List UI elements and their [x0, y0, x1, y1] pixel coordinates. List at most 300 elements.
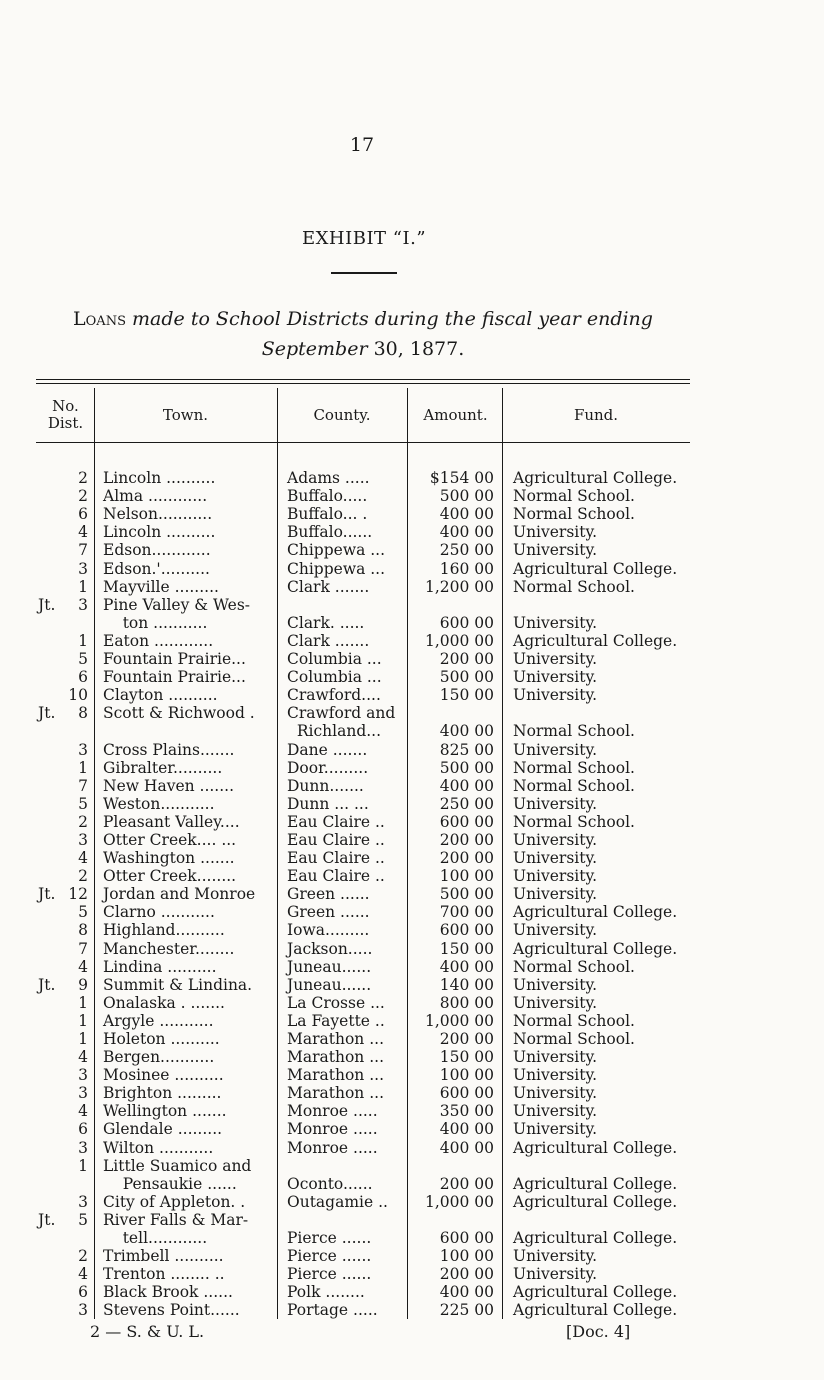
- table-row: [36, 1301, 690, 1319]
- cell-amount: [408, 596, 503, 614]
- cell-town: Alma ............: [95, 487, 278, 505]
- district-number: 3: [78, 830, 88, 849]
- cell-fund: [503, 1157, 691, 1175]
- cell-fund: University.: [513, 613, 598, 632]
- district-number: 12: [68, 885, 88, 904]
- cell-county: Jackson.....: [278, 939, 408, 957]
- cell-no-dist: [36, 632, 95, 650]
- cell-no-dist: [36, 596, 95, 614]
- cell-fund: University.: [513, 867, 598, 886]
- cell-county: Dunn ... ...: [278, 795, 408, 813]
- cell-county: Clark .......: [278, 632, 408, 650]
- cell-town: River Falls & Mar-: [95, 1211, 278, 1229]
- table-row: [36, 1229, 690, 1247]
- cell-fund: University.: [513, 541, 598, 560]
- table-row: [36, 976, 690, 994]
- cell-amount: 350 00: [408, 1102, 503, 1120]
- footer-doc-ref: [Doc. 4]: [566, 1322, 631, 1341]
- joint-marker: Jt.: [38, 975, 56, 994]
- caption-italic-1: made to School Districts during the fiscal year ending: [132, 308, 653, 330]
- district-number: 3: [78, 1084, 88, 1103]
- cell-fund: University.: [513, 849, 598, 868]
- cell-county: Door.........: [278, 759, 408, 777]
- header-amount: Amount.: [408, 388, 503, 443]
- cell-county: Outagamie ..: [278, 1193, 408, 1211]
- cell-no-dist: [36, 777, 95, 795]
- cell-amount: 600 00: [408, 921, 503, 939]
- cell-county: Pierce ......: [278, 1229, 408, 1247]
- cell-no-dist: [36, 885, 95, 903]
- district-number: 1: [78, 1156, 88, 1175]
- district-number: 4: [78, 1102, 88, 1121]
- table-row: [36, 523, 690, 541]
- top-double-rule-1: [36, 379, 690, 380]
- cell-town: Lindina ..........: [95, 958, 278, 976]
- cell-amount: 600 00: [408, 813, 503, 831]
- cell-fund: Agricultural College.: [513, 1229, 678, 1248]
- district-number: 10: [68, 686, 88, 705]
- cell-amount: 200 00: [408, 831, 503, 849]
- cell-amount: 500 00: [408, 487, 503, 505]
- table-row: [36, 1138, 690, 1156]
- cell-town: Clayton ..........: [95, 686, 278, 704]
- cell-amount: 200 00: [408, 1265, 503, 1283]
- cell-no-dist: [36, 523, 95, 541]
- cell-fund: University.: [513, 1247, 598, 1266]
- cell-no-dist: [36, 1265, 95, 1283]
- table-row: [36, 759, 690, 777]
- cell-town: Little Suamico and: [95, 1157, 278, 1175]
- table-row: [36, 958, 690, 976]
- cell-fund: Normal School.: [513, 722, 635, 741]
- cell-fund: University.: [513, 740, 598, 759]
- table-row: [36, 903, 690, 921]
- district-number: 4: [78, 849, 88, 868]
- cell-amount: 150 00: [408, 1048, 503, 1066]
- cell-town: Washington .......: [95, 849, 278, 867]
- cell-fund: Normal School.: [513, 577, 635, 596]
- table-row: [36, 939, 690, 957]
- cell-town: Fountain Prairie...: [95, 650, 278, 668]
- table-row: [36, 885, 690, 903]
- cell-county: Crawford and: [278, 704, 408, 722]
- cell-county: Iowa.........: [278, 921, 408, 939]
- table-row: [36, 1193, 690, 1211]
- cell-county: Juneau......: [278, 976, 408, 994]
- cell-fund: [503, 704, 691, 722]
- cell-town: Argyle ...........: [95, 1012, 278, 1030]
- district-number: 7: [78, 776, 88, 795]
- cell-fund: Agricultural College.: [513, 903, 678, 922]
- cell-county: Marathon ...: [278, 1048, 408, 1066]
- cell-county: Monroe .....: [278, 1138, 408, 1156]
- cell-county: Columbia ...: [278, 650, 408, 668]
- cell-town: Pensaukie ......: [95, 1175, 278, 1193]
- cell-amount: 1,000 00: [408, 1012, 503, 1030]
- table-row: [36, 1102, 690, 1120]
- cell-no-dist: [36, 903, 95, 921]
- table-row: [36, 650, 690, 668]
- cell-fund: Agricultural College.: [513, 1192, 678, 1211]
- header-county: County.: [278, 388, 408, 443]
- cell-town: Mayville .........: [95, 578, 278, 596]
- cell-no-dist: [36, 994, 95, 1012]
- cell-no-dist: [36, 958, 95, 976]
- table-row: [36, 487, 690, 505]
- cell-amount: 1,000 00: [408, 1193, 503, 1211]
- table-row: [36, 541, 690, 559]
- cell-amount: 600 00: [408, 1084, 503, 1102]
- cell-town: Brighton .........: [95, 1084, 278, 1102]
- district-number: 7: [78, 939, 88, 958]
- cell-no-dist: [36, 1030, 95, 1048]
- cell-amount: 100 00: [408, 1066, 503, 1084]
- cell-amount: 600 00: [408, 1229, 503, 1247]
- table-row: [36, 1030, 690, 1048]
- caption-italic-2: September: [261, 338, 368, 360]
- cell-no-dist: [36, 1193, 95, 1211]
- cell-fund: University.: [513, 1066, 598, 1085]
- cell-no-dist: [36, 813, 95, 831]
- cell-county: Clark .......: [278, 578, 408, 596]
- cell-fund: Normal School.: [513, 812, 635, 831]
- cell-fund: Normal School.: [513, 505, 635, 524]
- cell-fund: University.: [513, 794, 598, 813]
- cell-amount: 200 00: [408, 1030, 503, 1048]
- district-number: 2: [78, 1247, 88, 1266]
- cell-town: tell............: [95, 1229, 278, 1247]
- cell-town: Nelson...........: [95, 505, 278, 523]
- joint-marker: Jt.: [38, 595, 56, 614]
- cell-town: Wellington .......: [95, 1102, 278, 1120]
- cell-amount: 600 00: [408, 614, 503, 632]
- table-row: [36, 813, 690, 831]
- cell-fund: University.: [513, 830, 598, 849]
- header-town: Town.: [95, 388, 278, 443]
- cell-fund: Normal School.: [513, 487, 635, 506]
- cell-fund: Normal School.: [513, 957, 635, 976]
- district-number: 6: [78, 668, 88, 687]
- table-row: [36, 777, 690, 795]
- cell-amount: 825 00: [408, 740, 503, 758]
- district-number: 2: [78, 867, 88, 886]
- cell-county: Chippewa ...: [278, 541, 408, 559]
- table-row: [36, 1157, 690, 1175]
- district-number: 8: [78, 704, 88, 723]
- cell-no-dist: [36, 1048, 95, 1066]
- district-number: 1: [78, 758, 88, 777]
- cell-town: Otter Creek........: [95, 867, 278, 885]
- cell-town: Wilton ...........: [95, 1138, 278, 1156]
- cell-amount: [408, 1211, 503, 1229]
- cell-no-dist: [36, 1084, 95, 1102]
- cell-county: Buffalo.....: [278, 487, 408, 505]
- cell-fund: Agricultural College.: [513, 939, 678, 958]
- cell-amount: 500 00: [408, 759, 503, 777]
- district-number: 1: [78, 631, 88, 650]
- cell-fund: [503, 596, 691, 614]
- cell-no-dist: [36, 650, 95, 668]
- table-row: [36, 921, 690, 939]
- joint-marker: Jt.: [38, 704, 56, 723]
- table-row: [36, 867, 690, 885]
- district-number: 1: [78, 1030, 88, 1048]
- district-number: 1: [78, 1011, 88, 1030]
- cell-amount: 400 00: [408, 1283, 503, 1301]
- table-row: [36, 704, 690, 722]
- cell-county: [278, 596, 408, 614]
- district-number: 1: [78, 577, 88, 596]
- cell-amount: 400 00: [408, 523, 503, 541]
- cell-amount: 100 00: [408, 867, 503, 885]
- cell-no-dist: [36, 487, 95, 505]
- cell-no-dist: [36, 976, 95, 994]
- joint-marker: Jt.: [38, 885, 56, 904]
- table-row: [36, 1066, 690, 1084]
- cell-county: Eau Claire ..: [278, 813, 408, 831]
- cell-town: Manchester........: [95, 939, 278, 957]
- cell-fund: University.: [513, 885, 598, 904]
- cell-no-dist: [36, 1012, 95, 1030]
- district-number: 3: [78, 740, 88, 759]
- district-number: 3: [78, 1138, 88, 1157]
- cell-amount: 250 00: [408, 795, 503, 813]
- cell-town: [95, 722, 278, 740]
- cell-town: Clarno ...........: [95, 903, 278, 921]
- cell-town: Glendale .........: [95, 1120, 278, 1138]
- cell-county: Eau Claire ..: [278, 849, 408, 867]
- cell-town: Otter Creek.... ...: [95, 831, 278, 849]
- top-double-rule-2: [36, 383, 690, 384]
- table-row: [36, 686, 690, 704]
- table-row: [36, 1084, 690, 1102]
- cell-fund: University.: [513, 650, 598, 669]
- district-number: 2: [78, 812, 88, 831]
- cell-amount: 250 00: [408, 541, 503, 559]
- cell-county: Richland...: [278, 722, 408, 740]
- cell-amount: 200 00: [408, 849, 503, 867]
- cell-county: Pierce ......: [278, 1265, 408, 1283]
- cell-county: Monroe .....: [278, 1120, 408, 1138]
- cell-county: [278, 1157, 408, 1175]
- cell-county: Chippewa ...: [278, 559, 408, 577]
- district-number: 5: [78, 794, 88, 813]
- cell-amount: 160 00: [408, 559, 503, 577]
- cell-county: Green ......: [278, 885, 408, 903]
- caption-lead: Loans: [73, 308, 126, 330]
- district-number: 1: [78, 993, 88, 1012]
- cell-amount: 400 00: [408, 1138, 503, 1156]
- cell-fund: University.: [513, 1120, 598, 1139]
- cell-no-dist: [36, 704, 95, 722]
- cell-no-dist: [36, 1283, 95, 1301]
- cell-county: Pierce ......: [278, 1247, 408, 1265]
- cell-town: Pine Valley & Wes-: [95, 596, 278, 614]
- cell-county: Portage .....: [278, 1301, 408, 1319]
- district-number: 3: [78, 1192, 88, 1211]
- cell-fund: Agricultural College.: [513, 469, 678, 488]
- cell-county: Marathon ...: [278, 1066, 408, 1084]
- district-number: 4: [78, 1265, 88, 1284]
- table-row: [36, 1120, 690, 1138]
- cell-no-dist: [36, 469, 95, 487]
- header-no-dist: [36, 388, 95, 443]
- cell-fund: Normal School.: [513, 1030, 635, 1048]
- cell-town: Edson............: [95, 541, 278, 559]
- cell-no-dist: [36, 541, 95, 559]
- cell-fund: Agricultural College.: [513, 1174, 678, 1193]
- table-row: [36, 722, 690, 740]
- caption-tail: 30, 1877.: [373, 338, 465, 360]
- cell-county: Eau Claire ..: [278, 831, 408, 849]
- table-row: [36, 1265, 690, 1283]
- cell-no-dist: [36, 1247, 95, 1265]
- cell-no-dist: [36, 722, 95, 740]
- cell-county: Marathon ...: [278, 1084, 408, 1102]
- table-row: [36, 849, 690, 867]
- cell-amount: 400 00: [408, 958, 503, 976]
- cell-county: Columbia ...: [278, 668, 408, 686]
- cell-no-dist: [36, 939, 95, 957]
- table-row: [36, 1048, 690, 1066]
- table-row: [36, 596, 690, 614]
- cell-amount: 400 00: [408, 777, 503, 795]
- cell-town: Onalaska . .......: [95, 994, 278, 1012]
- cell-town: Cross Plains.......: [95, 740, 278, 758]
- cell-county: Adams .....: [278, 469, 408, 487]
- district-number: 2: [78, 487, 88, 506]
- cell-town: Stevens Point......: [95, 1301, 278, 1319]
- cell-fund: Normal School.: [513, 758, 635, 777]
- cell-amount: 800 00: [408, 994, 503, 1012]
- cell-county: Polk ........: [278, 1283, 408, 1301]
- district-number: 3: [78, 595, 88, 614]
- cell-county: La Fayette ..: [278, 1012, 408, 1030]
- cell-no-dist: [36, 867, 95, 885]
- cell-county: Clark. .....: [278, 614, 408, 632]
- table-row: [36, 469, 690, 487]
- table-row: [36, 740, 690, 758]
- district-number: 6: [78, 1120, 88, 1139]
- cell-no-dist: [36, 505, 95, 523]
- cell-amount: 400 00: [408, 505, 503, 523]
- cell-fund: University.: [513, 921, 598, 940]
- cell-town: Fountain Prairie...: [95, 668, 278, 686]
- table-row: [36, 795, 690, 813]
- joint-marker: Jt.: [38, 1210, 56, 1229]
- cell-no-dist: [36, 921, 95, 939]
- cell-fund: University.: [513, 668, 598, 687]
- header-fund: Fund.: [503, 388, 691, 443]
- cell-town: ton ...........: [95, 614, 278, 632]
- cell-county: Dunn.......: [278, 777, 408, 795]
- cell-town: Black Brook ......: [95, 1283, 278, 1301]
- cell-no-dist: [36, 1138, 95, 1156]
- district-number: 6: [78, 505, 88, 524]
- cell-town: Pleasant Valley....: [95, 813, 278, 831]
- table-row: [36, 614, 690, 632]
- district-number: 3: [78, 559, 88, 578]
- cell-fund: University.: [513, 1102, 598, 1121]
- cell-amount: 200 00: [408, 650, 503, 668]
- cell-town: Eaton ............: [95, 632, 278, 650]
- district-number: 4: [78, 523, 88, 542]
- title-rule: [331, 272, 397, 274]
- cell-town: Edson.'..........: [95, 559, 278, 577]
- table-row: [36, 668, 690, 686]
- cell-amount: 500 00: [408, 885, 503, 903]
- cell-amount: 140 00: [408, 976, 503, 994]
- table-row: [36, 559, 690, 577]
- cell-no-dist: [36, 614, 95, 632]
- district-number: 5: [78, 1210, 88, 1229]
- cell-no-dist: [36, 578, 95, 596]
- cell-no-dist: [36, 668, 95, 686]
- cell-no-dist: [36, 1175, 95, 1193]
- cell-no-dist: [36, 795, 95, 813]
- cell-amount: 700 00: [408, 903, 503, 921]
- cell-fund: University.: [513, 686, 598, 705]
- cell-town: City of Appleton. .: [95, 1193, 278, 1211]
- cell-amount: 400 00: [408, 1120, 503, 1138]
- cell-amount: 1,000 00: [408, 632, 503, 650]
- cell-county: Juneau......: [278, 958, 408, 976]
- cell-county: Eau Claire ..: [278, 867, 408, 885]
- cell-town: Jordan and Monroe: [95, 885, 278, 903]
- district-number: 6: [78, 1283, 88, 1302]
- cell-no-dist: [36, 686, 95, 704]
- header-row: [36, 388, 690, 443]
- cell-county: Monroe .....: [278, 1102, 408, 1120]
- cell-amount: 400 00: [408, 722, 503, 740]
- cell-no-dist: [36, 1229, 95, 1247]
- cell-town: Bergen...........: [95, 1048, 278, 1066]
- district-number: 3: [78, 1066, 88, 1085]
- cell-amount: 200 00: [408, 1175, 503, 1193]
- cell-town: Summit & Lindina.: [95, 976, 278, 994]
- table-row: [36, 1211, 690, 1229]
- district-number: 4: [78, 1048, 88, 1067]
- district-number: 8: [78, 921, 88, 940]
- exhibit-title: EXHIBIT “I.”: [301, 228, 427, 249]
- cell-town: Lincoln ..........: [95, 469, 278, 487]
- cell-amount: 500 00: [408, 668, 503, 686]
- district-number: 5: [78, 650, 88, 669]
- cell-no-dist: [36, 759, 95, 777]
- cell-amount: [408, 1157, 503, 1175]
- district-number: 5: [78, 903, 88, 922]
- spacer-row: [36, 443, 690, 470]
- page-number: 17: [349, 134, 375, 156]
- cell-town: Lincoln ..........: [95, 523, 278, 541]
- cell-town: Weston...........: [95, 795, 278, 813]
- cell-town: Mosinee ..........: [95, 1066, 278, 1084]
- cell-fund: Agricultural College.: [513, 1283, 678, 1302]
- cell-no-dist: [36, 1211, 95, 1229]
- cell-no-dist: [36, 849, 95, 867]
- cell-no-dist: [36, 1066, 95, 1084]
- cell-amount: [408, 704, 503, 722]
- loans-table: [36, 388, 690, 1319]
- cell-county: Dane .......: [278, 740, 408, 758]
- cell-fund: Agricultural College.: [513, 559, 678, 578]
- table-row: [36, 578, 690, 596]
- cell-county: Green ......: [278, 903, 408, 921]
- district-number: 4: [78, 957, 88, 976]
- table-row: [36, 831, 690, 849]
- table-row: [36, 1012, 690, 1030]
- cell-fund: University.: [513, 1084, 598, 1103]
